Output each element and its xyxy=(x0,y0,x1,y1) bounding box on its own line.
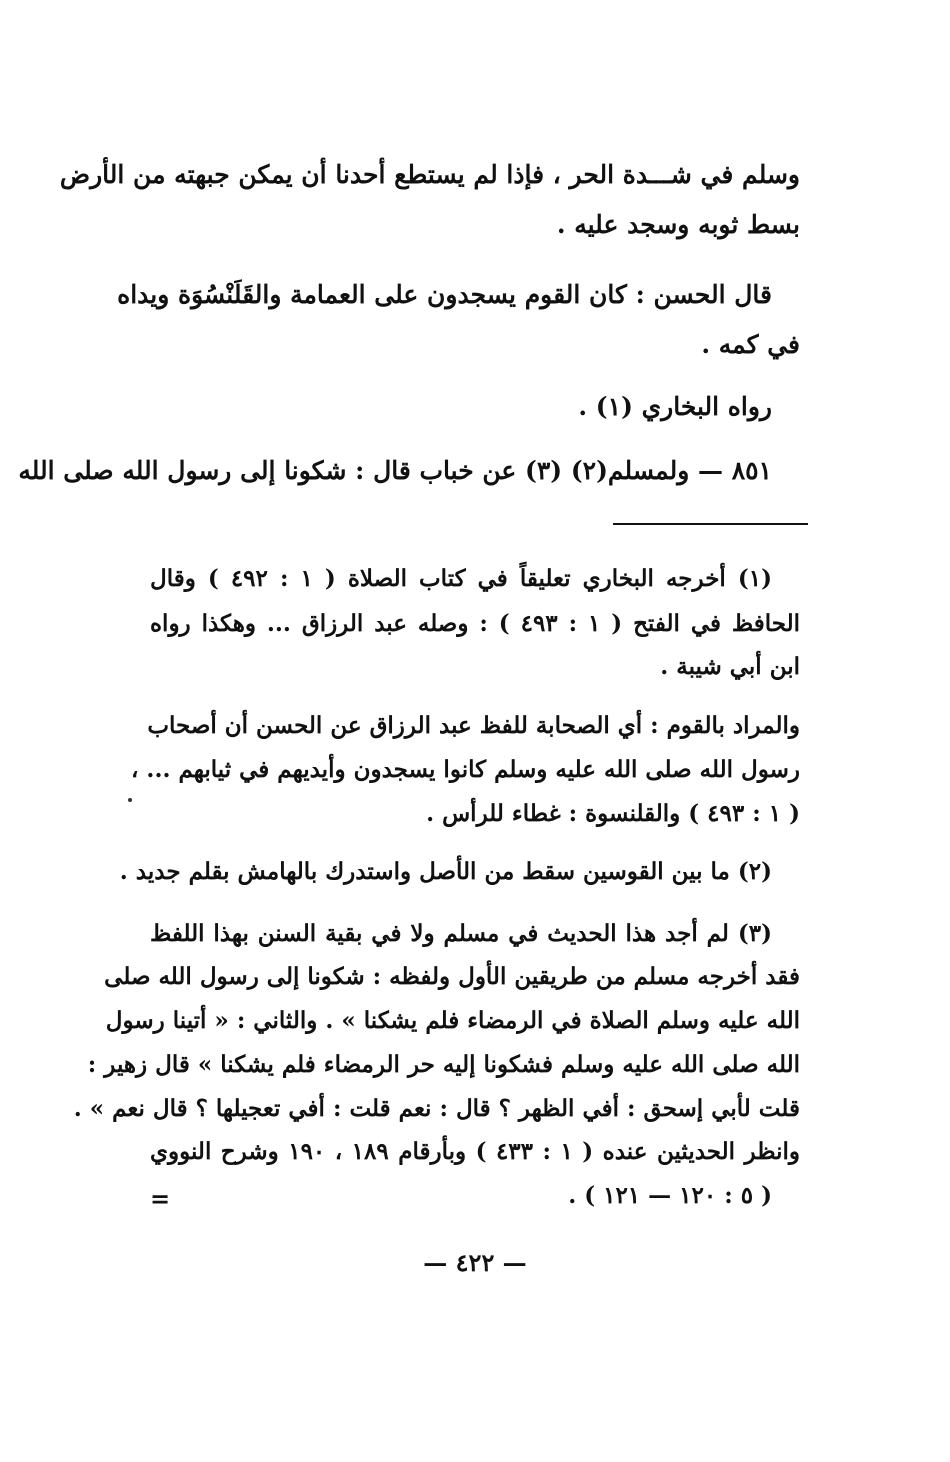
continuation-mark: = xyxy=(150,1185,171,1213)
footnote-line: الحافظ في الفتح ( ١ : ٤٩٣ ) : وصله عبد الرزاق ... وهكذا رواه xyxy=(150,610,800,637)
footnote-line: والمراد بالقوم : أي الصحابة للفظ عبد الرزاق عن الحسن أن أصحاب xyxy=(147,712,800,739)
footnote-line: رسول الله صلى الله عليه وسلم كانوا يسجدون وأيديهم في ثيابهم ... ، xyxy=(131,756,800,783)
footnote-line: فقد أخرجه مسلم من طريقين الأول ولفظه : شكونا إلى رسول الله صلى xyxy=(104,963,800,990)
footnote-line: الله صلى الله عليه وسلم فشكونا إليه حر الرمضاء فلم يشكنا » قال زهير : xyxy=(87,1051,800,1078)
footnote-line: (١) أخرجه البخاري تعليقاً في كتاب الصلاة ( ١ : ٤٩٢ ) وقال xyxy=(150,565,773,592)
footnote-line: ( ١ : ٤٩٣ ) والقلنسوة : غطاء للرأس . xyxy=(426,800,800,827)
main-text-line: وسلم في شـــدة الحر ، فإذا لم يستطع أحدنا أن يمكن جبهته من الأرض xyxy=(59,160,800,189)
footnote-line: الله عليه وسلم الصلاة في الرمضاء فلم يشكنا » . والثاني : « أتينا رسول xyxy=(105,1007,800,1034)
main-text-line: بسط ثوبه وسجد عليه . xyxy=(556,210,800,239)
page-number: — ٤٢٢ — xyxy=(423,1248,527,1277)
main-text-line: قال الحسن : كان القوم يسجدون على العمامة والقَلَنْسُوَة ويداه xyxy=(117,280,772,309)
footnote-line: وانظر الحديثين عنده ( ١ : ٤٣٣ ) وبأرقام ١٨٩ ، ١٩٠ وشرح النووي xyxy=(150,1138,800,1165)
footnote-separator xyxy=(613,523,808,525)
main-text-line: في كمه . xyxy=(701,330,800,359)
stray-dot xyxy=(128,798,132,802)
footnote-line: ابن أبي شيبة . xyxy=(660,653,800,680)
footnote-line: (٢) ما بين القوسين سقط من الأصل واستدرك بالهامش بقلم جديد . xyxy=(119,858,772,885)
footnote-line: ( ٥ : ١٢٠ — ١٢١ ) . xyxy=(568,1182,772,1209)
hadith-heading-line: ٨٥١ — ولمسلم(٢) (٣) عن خباب قال : شكونا إلى رسول الله صلى الله xyxy=(18,456,772,485)
main-text-line: رواه البخاري (١) . xyxy=(578,392,772,421)
footnote-line: (٣) لم أجد هذا الحديث في مسلم ولا في بقية السنن بهذا اللفظ xyxy=(150,920,772,947)
footnote-line: قلت لأبي إسحق : أفي الظهر ؟ قال : نعم قلت : أفي تعجيلها ؟ قال نعم » . xyxy=(73,1095,800,1122)
